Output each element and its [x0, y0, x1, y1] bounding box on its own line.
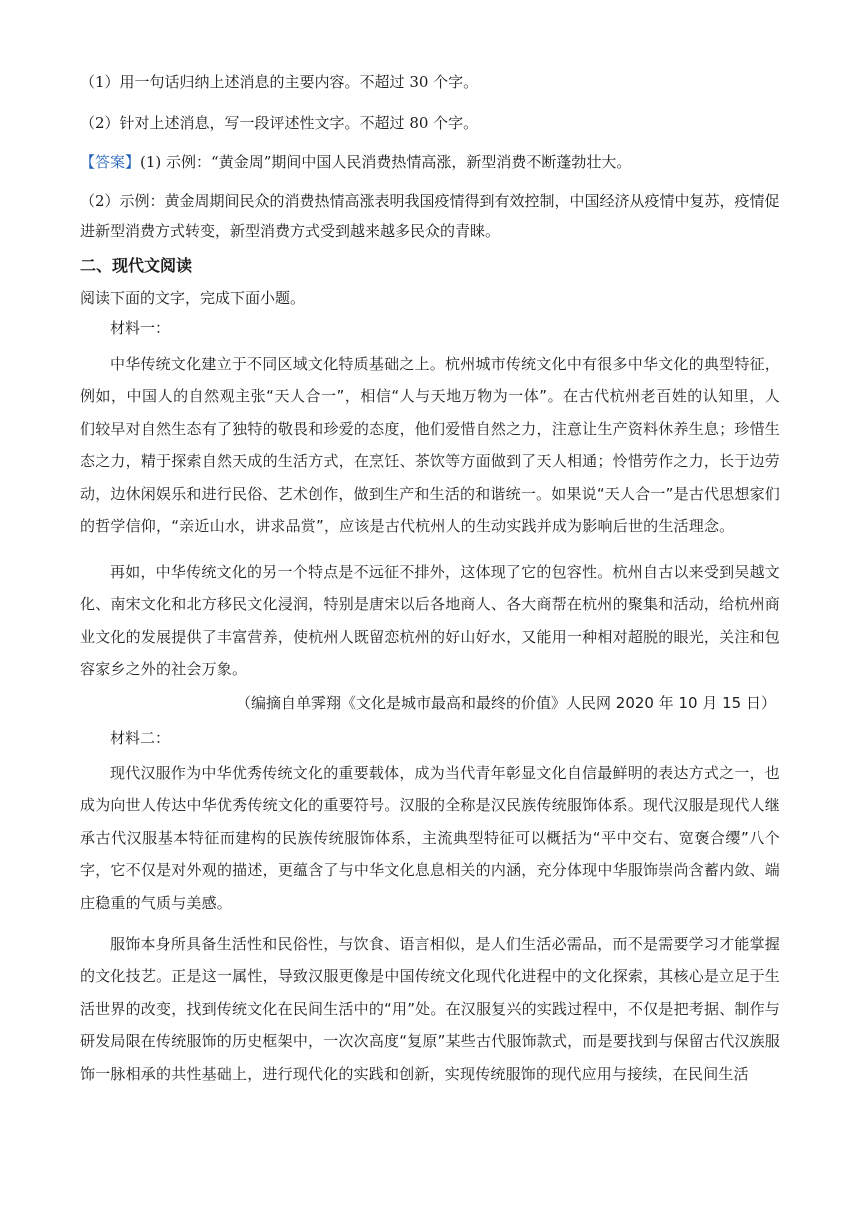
section-instruction: 阅读下面的文字，完成下面小题。 — [80, 289, 306, 307]
material-1-paragraph-2: 再如，中华传统文化的另一个特点是不远征不排外，这体现了它的包容性。杭州自古以来受到吴越文化、南宋文化和北方移民文化浸润，特别是唐宋以后各地商人、各大商帮在杭州的聚集和活动，给杭州商业文化的发展提供了丰富营养，使杭州人既留恋杭州的好山好水，又能用一种相对超脱的眼光，关注和包容家乡之外的社会万象。 — [80, 563, 780, 679]
section-heading: 二、现代文阅读 — [80, 256, 193, 275]
material-2-paragraph-1: 现代汉服作为中华优秀传统文化的重要载体，成为当代青年彰显文化自信最鲜明的表达方式之一，也成为向世人传达中华优秀传统文化的重要符号。汉服的全称是汉民族传统服饰体系。现代汉服是现代人继承古代汉服基本特征而建构的民族传统服饰体系，主流典型特征可以概括为“平中交右、宽褒合缨”八个字，它不仅是对外观的描述，更蕴含了与中华文化息息相关的内涵，充分体现中华服饰崇尚含蓄内敛、端庄稳重的气质与美感。 — [80, 764, 780, 912]
answer-part-2-line-1: （2）示例：黄金周期间民众的消费热情高涨表明我国疫情得到有效控制，中国经济从疫情中复苏，疫情促 — [80, 192, 780, 210]
material-1-title: 材料一： — [110, 319, 171, 337]
answer-tag: 【答案】 — [80, 153, 141, 171]
material-1-paragraph-1: 中华传统文化建立于不同区域文化特质基础之上。杭州城市传统文化中有很多中华文化的典型特征，例如，中国人的自然观主张“天人合一”，相信“人与天地万物为一体”。在古代杭州老百姓的认知里，人们较早对自然生态有了独特的敬畏和珍爱的态度，他们爱惜自然之力，注意让生产资料休养生息；珍惜生态之力，精于探索自然天成的生活方式，在烹饪、茶饮等方面做到了天人相通；怜惜劳作之力，长于边劳动，边休闲娱乐和进行民俗、艺术创作，做到生产和生活的和谐统一。如果说“天人合一”是古代思想家们的哲学信仰，“亲近山水，讲求品赏”，应该是古代杭州人的生动实践并成为影响后世的生活理念。 — [80, 355, 780, 536]
material-1-source: （编摘自单霁翔《文化是城市最高和最终的价值》人民网 2020 年 10 月 15 日） — [236, 694, 776, 712]
material-2-paragraph-2: 服饰本身所具备生活性和民俗性，与饮食、语言相似，是人们生活必需品，而不是需要学习才能掌握的文化技艺。正是这一属性，导致汉服更像是中国传统文化现代化进程中的文化探索，其核心是立足于生活世界的改变，找到传统文化在民间生活中的“用”处。在汉服复兴的实践过程中，不仅是把考据、制作与研发局限在传统服饰的历史框架中，一次次高度“复原”某些古代服饰款式，而是要找到与保留古代汉族服饰一脉相承的共性基础上，进行现代化的实践和创新，实现传统服饰的现代应用与接续，在民间生活 — [80, 935, 780, 1083]
answer-part-2-line-2: 进新型消费方式转变，新型消费方式受到越来越多民众的青睐。 — [80, 222, 501, 240]
answer-part-1 — [80, 152, 631, 172]
answer-part-1-text: (1) 示例：“黄金周”期间中国人民消费热情高涨，新型消费不断蓬勃壮大。 — [140, 153, 632, 171]
question-1: （1）用一句话归纳上述消息的主要内容。不超过 30 个字。 — [80, 73, 479, 91]
question-2: （2）针对上述消息，写一段评述性文字。不超过 80 个字。 — [80, 114, 479, 132]
material-2-title: 材料二： — [110, 729, 171, 747]
